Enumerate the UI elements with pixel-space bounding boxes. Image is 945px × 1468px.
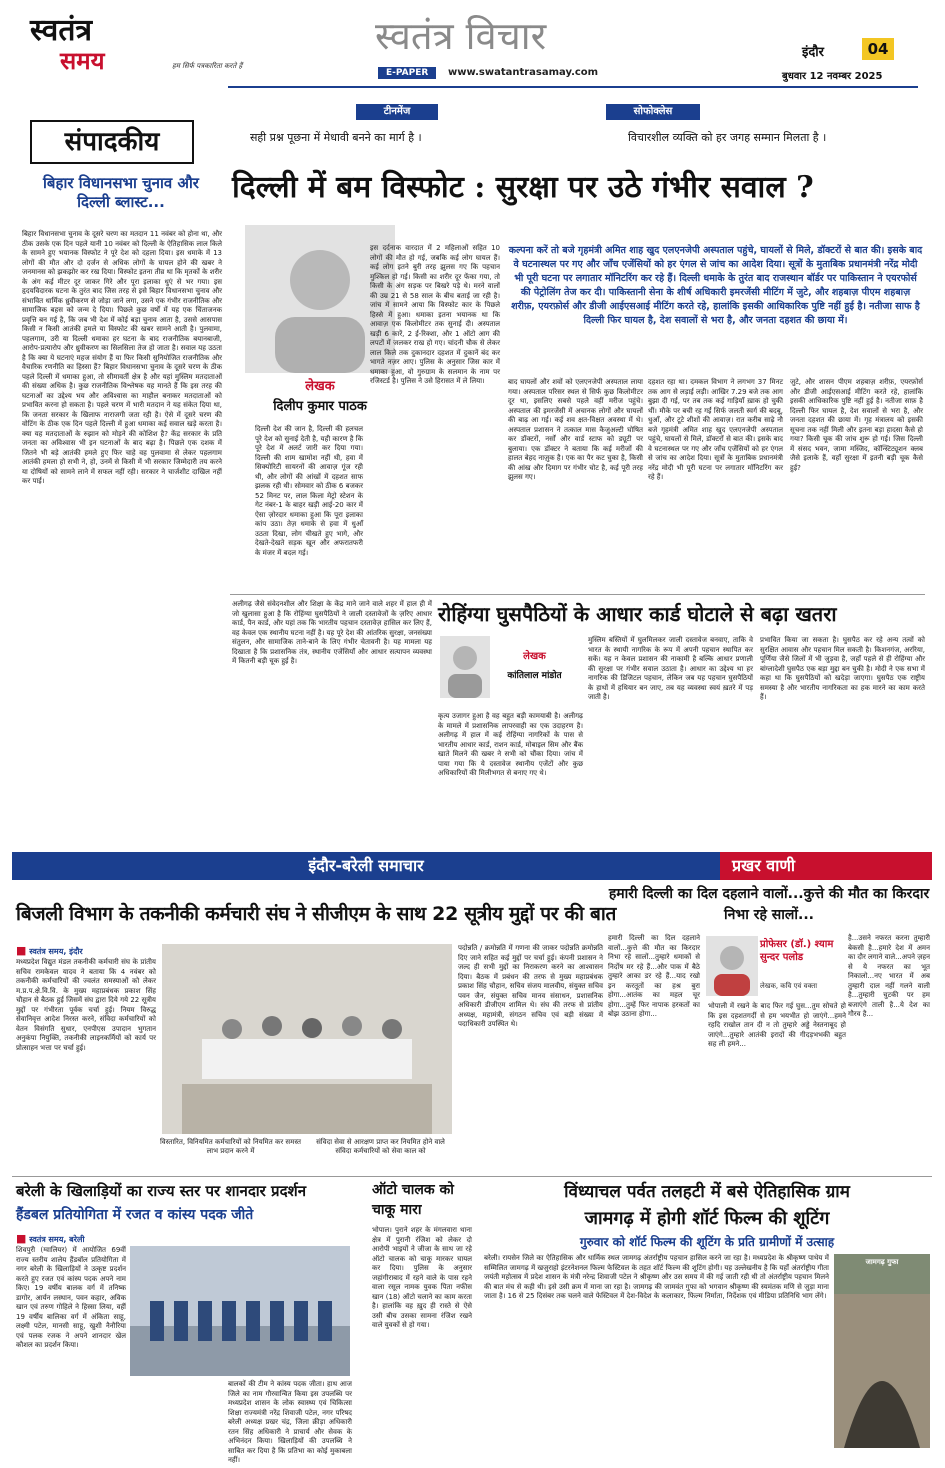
section-bar bbox=[12, 852, 720, 880]
indore-headline: बिजली विभाग के तकनीकी कर्मचारी संघ ने सीजीएम के साथ 22 सूत्रीय मुद्दों पर की बात bbox=[16, 903, 617, 925]
prakhar-col3: है...उसने नफरत करना तुम्हारी बेकसी है...हमारे देश में अमन का दौर लगाने वाले...अपने ज़हन से ये नफरत का भूत निकालो...नए भारत में अब तुम्हारी दाल नहीं गलने वाली है...तुम्हारी चुटकी पर हम बजाएंगे ताली है...ये देश का गौरव है... bbox=[848, 934, 930, 1018]
person-icon bbox=[440, 636, 490, 698]
lead-col1: दिल्ली देश की जान है, दिल्ली की हलचल पूरे देश को सुनाई देती है, यही कारण है कि पूरे देश में अलर्ट जारी कर दिया गया। दिल्ली की शाम खामोश नहीं थी, हवा में सिक्योरिटी सायरनों की आवाज़ गूंज रही थी, और लोगों की आंखों में दहशत साफ झलक रही थी। सोमवार को ठीक 6 बजकर 52 मिनट पर, लाल किला मेट्रो स्टेशन के गेट नंबर-1 के बाहर खड़ी आई-20 कार में ऐसा ज़ोरदार धमाका हुआ कि पूरा इलाका कांप उठा। तेज़ धमाके से हवा में धुआँ उठता दिखा, लोग चीखते हुए भागे, और देखते-देखते सड़क खून और अफरातफरी के मंजर में बदल गई। bbox=[255, 425, 363, 557]
lead-col3: बाद घायलों और शवों को एलएनजेपी अस्पताल लाया गया। अस्पताल परिसर स्थल से सिर्फ कुछ किलोमीटर दूर था, इसलिए सबसे पहले वहीं मरीज पहुंचे। अस्पताल की इमरजेंसी में अचानक लोगों और घायलों की बाढ़ आ गई। कई शव क्षत-विक्षत अवस्था में थे। अस्पताल प्रशासन ने तत्काल मास कैजुअल्टी घोषित कर डॉक्टरों, नर्सों और वार्ड स्टाफ को ड्यूटी पर बुलाया। एक डॉक्टर ने बताया कि कई मरीजों की हालत बेहद नाज़ुक है। एक का पैर कट चुका है, किसी की आंख और दिमाग पर गंभीर चोट है, कई पूरी तरह झुलस गए। bbox=[508, 378, 643, 481]
prakhar-col2: भोपाली में रखने के बाद फिर गई घुस...तुम सोचते हो कि इस दहशतगर्दी से हम भयभीत हो जाएंगे...हमने रहदि राखोल तान दी न तो तुम्हारे अड्डे नेस्तनाबूद हो जाएंगे...तुम्हारे आतंकी इरादों की गीदड़भभकी बहुत सह ली हमने... bbox=[708, 1002, 846, 1048]
auto-headline: ऑटो चालक को चाकू मारा bbox=[372, 1182, 454, 1218]
team-photo-icon bbox=[130, 1246, 350, 1376]
indore-body2: पदोन्नति / क्रमोन्नति में गणना की जाकर पदोन्नति क्रमोन्नति दिए जाने सहित कई मुद्दों पर चर्चा हुई। कंपनी प्रशासन ने जल्द ही सभी मुद्दों का निराकरण करने का आश्वासन दिया। बैठक में प्रबंधन की तरफ से मुख्य महाप्रबंधक प्रकाश सिंह चौहान, सचिव संजय मालवीय, संयुक्त सचिव पवन जैन, संयुक्त सचिव मानव संसाधन, प्रशासनिक अधिकारी डीजीएम शामिल थे। संघ की तरफ से प्रांतीय अध्यक्ष, महामंत्री, संगठन सचिव एवं बड़ी संख्या में पदाधिकारी उपस्थित थे। bbox=[458, 944, 603, 1028]
lead-col2: इस दर्दनाक वारदात में 2 महिलाओं सहित 10 लोगों की मौत हो गई, जबकि कई लोग घायल हैं। कई लोग इतने बुरी तरह झुलस गए कि पहचान मुश्किल हो गई। किसी का शरीर दूर फेंका गया, तो किसी के अंग सड़क पर बिखरे पड़े थे। मरने वालों की उम्र 21 से 58 साल के बीच बताई जा रही है। जांच में सामने आया कि विस्फोट कार के पिछले हिस्से में हुआ। धमाका इतना भयानक था कि आवाज़ एक किलोमीटर तक सुनाई दी। अस्पताल खड़ी 6 कारें, 2 ई-रिक्शा, और 1 ऑटो आग की लपटों में जलकर राख हो गए। चांदनी चौक से लेकर लाल किले तक दुकानदार दहशत में दुकानें बंद कर भागते नज़र आए। पुलिस के अनुसार जिस कार में धमाका हुआ, वो गुरुग्राम के सलमान के नाम पर रजिस्टर्ड है। पुलिस ने उसे हिरासत में ले लिया। bbox=[370, 244, 500, 385]
author-label: लेखक bbox=[305, 379, 335, 394]
lead-intro: कल्पना करें तो बजे गृहमंत्री अमित शाह खुद एलएनजेपी अस्पताल पहुंचे, घायलों से मिले, डॉक्टरों से बात की। इसके बाद वे घटनास्थल पर गए और जाँच एजेंसियों को हर एंगल से जांच का आदेश दिया। सूत्रों के मुताबिक प्रधानमंत्री नरेंद्र मोदी भी पूरी घटना पर लगातार मॉनिटरिंग कर रहे हैं। दिल्ली धमाके के तुरंत बाद राजस्थान बॉर्डर पर पाकिस्तान ने एयरफोर्स की पेट्रोलिंग तेज कर दी। पाकिस्तानी सेना के शीर्ष अधिकारी इमरजेंसी मीटिंग में जुटे, और शहबाज़ पीएम शहबाज़ शरीफ़, एयरफ़ोर्स और डीजी आईएसआई मीटिंग करते रहे, हालांकि इसकी आधिकारिक पुष्टि नहीं हुई है। नतीजा साफ है दिल्ली फिर घायल है, देश सवालों से भरा है, और जनता दहशत की छाया में। bbox=[508, 245, 923, 326]
page-number: 04 bbox=[862, 38, 894, 60]
city-label: इंदौर bbox=[802, 45, 824, 60]
indore-body1: मध्यप्रदेश विद्युत मंडल तकनीकी कर्मचारी संघ के प्रांतीय सचिव रामकेवल यादव ने बताया कि 4 नवंबर को तकनीकी कर्मचारियों की ज्वलंत समस्याओं को लेकर म.प्र.प.क्षे.वि.वि. के मुख्य महाप्रबंधक प्रकाश सिंह चौहान से बैठक हुई जिसमें संघ द्वारा दिये गये 22 सूत्रीय मुद्दों पर गंभीरता पूर्वक चर्चा हुई। नियम विरुद्ध सेवानिवृत्त आदेश निरस्त करने, संविदा कर्मचारियों को वेतन विसंगति सुधार, एनपीएस उपादान भुगतान अनुकंपा नियुक्ति, तकनीकी लाइनकर्मियों को कार्य पर प्रोत्साहन भत्ता पर चर्चा हुई। bbox=[16, 958, 156, 1052]
quote-right bbox=[600, 100, 920, 155]
bullet-icon: ■ bbox=[16, 944, 27, 957]
bullet-icon: ■ bbox=[16, 1232, 27, 1245]
person-icon bbox=[706, 936, 758, 996]
editorial-label: संपादकीय bbox=[30, 120, 194, 164]
quote-left-label: टीनमेंज bbox=[356, 104, 438, 120]
masthead bbox=[0, 0, 945, 95]
byline-text: स्वतंत्र समय, बरेली bbox=[29, 1235, 85, 1244]
author-label: लेखक bbox=[523, 651, 546, 662]
photo-caption: विस्तारित, विनियमित कर्मचारियों को नियमित कर समस्त लाभ प्रदान करने में bbox=[159, 1138, 302, 1155]
indore-byline bbox=[16, 944, 83, 957]
author-role: लेखक, कवि एवं वक्ता bbox=[760, 982, 818, 990]
quote-right-text: विचारशील व्यक्ति को हर जगह सम्मान मिलता है । bbox=[628, 131, 827, 144]
date-label: बुधवार 12 नवम्बर 2025 bbox=[782, 71, 883, 82]
bareli-body2: बालकों की टीम ने कांस्य पदक जीता। हाथ आज जिले का नाम गौरवान्वित किया इस उपलब्धि पर मध्यप्रदेश शासन के लोक स्वास्थ्य एवं चिकित्सा शिक्षा राज्यमंत्री नरेंद्र शिवाजी पटेल, नगर परिषद बरेली अध्यक्ष प्रखर चंद्र, जिला क्रीड़ा अधिकारी रतन सिंह अधिकारी ने प्राचार्य और सेवक के अभिनंदन किया। खिलाड़ियों की उपलब्धि ने साबित कर दिया है कि प्रतिभा का कोई मुकाबला नहीं। bbox=[228, 1380, 352, 1464]
logo-line2: समय bbox=[60, 46, 105, 75]
prakhar-headline: हमारी दिल्ली का दिल दहलाने वालों...कुत्ते की मौत का किरदार निभा रहे सालों... bbox=[608, 886, 930, 923]
author-name: दिलीप कुमार पाठक bbox=[273, 399, 367, 414]
cave-photo bbox=[834, 1254, 930, 1448]
team-photo bbox=[130, 1246, 350, 1376]
lead-col5: जुटे, और शासन पीएम शहबाज़ शरीफ़, एयरफ़ोर्स और डीजी आईएसआई मीटिंग करते रहे, हालांकि इसकी आधिकारिक पुष्टि नहीं हुई है। नतीजा साफ़ है दिल्ली फिर घायल है, देश सवालों से भरा है, और जनता दहशत की छाया में। गृह मंत्रालय को इसकी सूचना तक नहीं मिली और इतना बड़ा हादसा कैसे हो गया? किसी चूक की जांच शुरू हो गई। जिस दिल्ली में संसद भवन, जामा मस्जिद, कॉन्स्टिट्यूशन क्लब जैसे इलाके हैं, वहाँ सुरक्षा में इतनी बड़ी चूक कैसे हुई? bbox=[790, 378, 923, 472]
website-link[interactable]: www.swatantrasamay.com bbox=[448, 67, 599, 78]
auto-body: भोपाल। पुराने शहर के मंगलवारा थाना क्षेत्र में पुरानी रंजिश को लेकर दो आरोपी भाइयों ने जीजा के साथ जा रहे ऑटो चालक को चाकू मारकर घायल कर दिया। पुलिस के अनुसार जहांगीराबाद में रहने वाले के पास रहने वाला रसूल नामक युवक पिता नफीस खान (18) ऑटो चलाने का काम करता है। हालांकि वह ख़ुद ही रास्ते से ऐसे उसी बीच उसका सामना रंजिश रखने वाले युवकों से हो गया। bbox=[372, 1226, 472, 1329]
rohingya-col1: अलीगढ़ जैसे संवेदनशील और शिक्षा के केंद्र माने जाने वाले शहर में हाल ही में जो खुलासा हुआ है कि रोहिंग्या घुसपैठियों ने जाली दस्तावेजों के ज़रिए आधार कार्ड, पैन कार्ड, और यहां तक कि भारतीय पहचान दस्तावेज़ हासिल कर लिए हैं, वह केवल एक स्थानीय घटना नहीं है। यह पूरे देश की आंतरिक सुरक्षा, जनसंख्या संतुलन, और सामाजिक ताने-बाने के लिए गंभीर चेतावनी है। यह मामला यह दिखाता है कि प्रशासनिक तंत्र, स्थानीय एजेंसियाँ और आधार सत्यापन व्यवस्था में कितनी बड़ी चूक हुई है। bbox=[232, 600, 432, 665]
section-label: इंदौर-बरेली समाचार bbox=[308, 856, 424, 875]
vindhyachal-headline-2: जामगढ़ में होगी शॉर्ट फिल्म की शूटिंग bbox=[584, 1208, 830, 1229]
author-photo bbox=[706, 936, 758, 996]
lead-col4: दहशत रहा था। दमकल विभाग ने लगभग 37 मिनट तक आग से लड़ाई लड़ी। आखिर 7.29 बजे तक आग बुझा दी गई, पर तब तक कई गाड़ियाँ ख़ाक हो चुकी थीं। मौके पर बची रह गईं सिर्फ जलती स्वर्ग की बदबू, धुआँ, और टूटे शीशों की आवाज़। रात करीब साढ़े नौ बजे गृहमंत्री अमित शाह खुद एलएनजेपी अस्पताल पहुंचे, घायलों से मिले, डॉक्टरों से बात की। इसके बाद वे घटनास्थल पर गए और जाँच एजेंसियों को हर एंगल से जांच का आदेश दिया। सूत्रों के मुताबिक प्रधानमंत्री नरेंद्र मोदी भी पूरी घटना पर लगातार मॉनिटरिंग कर रहे हैं। bbox=[648, 378, 783, 481]
rohingya-col2: कृत्य उजागर हुआ है वह बहुत बड़ी कामयाबी है। अलीगढ़ के मामले में प्रशासनिक लापरवाही का एक उदाहरण है। अलीगढ़ में हाल में कई रोहिंग्या नागरिकों के पास से भारतीय आधार कार्ड, राशन कार्ड, मोबाइल सिम और बैंक खाते मिलने की खबर ने सभी को चौंका दिया। जांच में पाया गया कि ये दस्तावेज स्थानीय एजेंटों और कुछ अधिकारियों की मिलीभगत से बनाए गए थे। bbox=[438, 712, 583, 777]
divider bbox=[12, 1176, 932, 1177]
meeting-photo-icon bbox=[162, 944, 452, 1134]
prakhar-bar bbox=[720, 852, 932, 880]
logo-line1: स्वतंत्र bbox=[30, 13, 93, 48]
bareli-subhead: हैंडबल प्रतियोगिता में रजत व कांस्य पदक जीते bbox=[16, 1207, 254, 1223]
lead-headline: दिल्ली में बम विस्फोट : सुरक्षा पर उठे गंभीर सवाल ? bbox=[232, 170, 814, 205]
quote-left bbox=[230, 100, 560, 155]
rohingya-headline: रोहिंग्या घुसपैठियों के आधार कार्ड घोटाले से बढ़ा खतरा bbox=[438, 602, 837, 626]
quote-left-text: सही प्रश्न पूछना में मेधावी बनने का मार्ग है । bbox=[250, 131, 422, 144]
author-photo bbox=[440, 636, 490, 698]
editorial bbox=[22, 118, 222, 858]
rohingya-col4: प्रभावित किया जा सकता है। घुसपैठ कर रहे अन्य तत्वों को सुरक्षित आवास और पहचान मिल सकती है। किशनगंज, अररिया, पूर्णिया जैसे जिलों में भी जुड़वा है, जहाँ पहले से ही रोहिंग्या और बांग्लादेशी घुसपैठ एक बड़ा मुद्दा बन चुकी है। मोदी ने एक सभा में कहा था कि घुसपैठियों को खदेड़ा जाएगा। घुसपैठ एक राष्ट्रीय समस्या है और भारतीय नागरिकता का हक मारने का काम करते हैं। bbox=[760, 636, 925, 701]
page-title: स्वतंत्र विचार bbox=[375, 14, 547, 58]
author-name: कांतिलाल मांडोत bbox=[507, 671, 562, 681]
logo[interactable] bbox=[30, 14, 140, 94]
vindhyachal-subhead: गुरुवार को शॉर्ट फिल्म की शूटिंग के प्रति ग्रामीणों में उत्साह bbox=[579, 1235, 835, 1249]
epaper-badge: E-PAPER bbox=[378, 67, 436, 79]
divider bbox=[228, 86, 918, 88]
photo-label: जामगढ़ गुफा bbox=[865, 1258, 899, 1266]
tagline: हम सिर्फ पत्रकारिता करते हैं bbox=[172, 62, 243, 70]
divider bbox=[230, 594, 925, 595]
prakhar-label: प्रखर वाणी bbox=[732, 856, 796, 875]
bareli-byline bbox=[16, 1232, 85, 1245]
vindhyachal-headline-1: विंध्याचल पर्वत तलहटी में बसे ऐतिहासिक ग्राम bbox=[564, 1182, 850, 1202]
vindhyachal-body: बरेली। रायसेन जिले का ऐतिहासिक और धार्मिक स्थल जामगढ़ अंतर्राष्ट्रीय पहचान हासिल करने जा रहा है। मध्यप्रदेश के श्रीकृष्ण पाथेय में सम्मिलित जामगढ़ में खजुराहो इंटरनेशनल फिल्म फेस्टिवल के तहत शॉर्ट फिल्म की शूटिंग होगी। यह उल्लेखनीय है कि यहाँ अंतर्राष्ट्रीय गीता जयंती महोत्सव में प्रदेश शासन के मंत्री नरेन्द्र शिवाजी पटेल ने श्रीकृष्ण और उस समय में की गई जाती रही थी तो अंतर्राष्ट्रीय पहचान मिलने की बात मंच से कही थी। इसे उसी क्रम में माना जा रहा है। जामगढ़ की जामवंत गुफा को भगवान श्रीकृष्ण की स्यमंतक मणि से जुड़ा माना जाता है। 16 से 25 दिसंबर तक चलने वाले फेस्टिवल में देश-विदेश के कलाकार, फिल्म निर्माता, निर्देशक एवं मीडिया प्रतिनिधि भाग लेंगे। bbox=[484, 1254, 829, 1300]
bareli-headline: बरेली के खिलाड़ियों का राज्य स्तर पर शानदार प्रदर्शन bbox=[16, 1182, 307, 1200]
editorial-headline: बिहार विधानसभा चुनाव और दिल्ली ब्लास्ट... bbox=[43, 174, 199, 211]
cave-photo-icon bbox=[834, 1254, 930, 1448]
prakhar-col1: हमारी दिल्ली का दिल दहलाने वालों...कुत्ते की मौत का किरदार निभा रहे सालों...तुम्हारे धमाकों से निर्दोष मर रहे हैं...और पाक में बैठे तुम्हारे आका डर रहे हैं...याद रखो इन करतूतों का हश्र बुरा होगा...आतंक का महल चूर होगा...तुम्हें फिर नापाक हरकतों का बोझ उठाना होगा... bbox=[608, 934, 700, 1018]
byline-text: स्वतंत्र समय, इंदौर bbox=[29, 947, 83, 956]
author-name: प्रोफेसर (डॉ.) श्याम सुन्दर पलोड bbox=[760, 939, 834, 963]
photo-caption: संविदा सेवा से आरक्षण प्राप्त कर नियमित होने वाले संविदा कर्मचारियों को सेवा काल को bbox=[316, 1138, 445, 1155]
bareli-body1: शिवपुरी (ग्वालियर) में आयोजित 69वीं राज्य स्तरीय शालेय हैंडबॉल प्रतियोगिता में नगर बरेली के खिलाड़ियों ने उत्कृष्ट प्रदर्शन करते हुए रजत एवं कांस्य पदक अपने नाम किए। 19 वर्षीय बालक वर्ग में तनिष्क डागोर, आर्यन लस्थान, पवन कहार, अविक खान एवं तरुण गोहिले ने हिस्सा लिया, वहीं 19 वर्षीय बालिका वर्ग में अंकिता साहू, लक्ष्मी पटेल, मानसी साहू, खुशी नैनौरिया एवं पलक रजक ने अपने शानदार खेल कौशल का प्रदर्शन किया। bbox=[16, 1246, 126, 1349]
rohingya-col3: मुस्लिम बस्तियों में घुलमिलकर जाली दस्तावेज बनवाए, ताकि वे भारत के स्थायी नागरिक के रूप में अपनी पहचान स्थापित कर सकें। यह न केवल प्रशासन की नाकामी है बल्कि आधार प्रणाली की सुरक्षा पर गंभीर सवाल उठाता है। आधार का उद्देश्य था हर नागरिक की डिजिटल पहचान, लेकिन जब यह पहचान घुसपैठियों के हाथों में हथियार बन जाए, तब यह व्यवस्था स्वयं ख़तरे में पड़ जाती है। bbox=[588, 636, 753, 701]
quote-right-label: सोफोक्लेस bbox=[606, 104, 700, 120]
editorial-body: बिहार विधानसभा चुनाव के दूसरे चरण का मतदान 11 नवंबर को होना था, और ठीक उसके एक दिन पहले यानी 10 नवंबर को दिल्ली के ऐतिहासिक लाल किले के सामने हुए भयानक विस्फोट ने पूरे देश को दहला दिया। इस धमाके में 13 लोगों की मौत और दो दर्जन से अधिक लोगों के घायल होने की खबर ने जनमानस को झकझोर कर रख दिया। विस्फोट इतना तीव्र था कि मृतकों के शरीर के अंग कई मीटर दूर जाकर गिरे और पूरा इलाका धुएं से भर गया। इस हृदयविदारक घटना के तुरंत बाद जिस तरह से इसे बिहार विधानसभा चुनाव और संभावित धार्मिक ध्रुवीकरण से जोड़ा जाने लगा, उसने एक गंभीर राजनीतिक और सामाजिक बहस को जन्म दे दिया। पिछले कुछ वर्षों में यह एक चिंताजनक प्रवृत्ति बन गई है, कि जब भी देश में कोई बड़ा चुनाव आता है, उससे आसपास किसी न किसी आतंकी हमले या विस्फोट की खबर सामने आती है। पुलवामा, पहलगाम, उरी या दिल्ली धमाका हर घटना के बाद राजनीतिक बयानबाजी, आरोप-प्रत्यारोप और ध्रुवीकरण का सिलसिला तेज हो जाता है। सवाल यह उठता है कि क्या ये घटनाएं महज संयोग हैं या फिर किसी सुनियोजित राजनीतिक और वैचारिक रणनीति का हिस्सा हैं? बिहार विधानसभा चुनाव के दूसरे चरण के ठीक पहले दिल्ली में धमाका हुआ, तो सीमावर्ती क्षेत्र है और यहां मुस्लिम मतदाताओं की संख्या अधिक है। कुछ राजनीतिक विश्लेषक यह मानते हैं कि इस तरह की घटनाओं का उद्देश्य भय और अविश्वास का माहौल बनाकर मतदाताओं को प्रभावित करना हो सकता है। पहले चरण में भारी मतदान ने यह संकेत दिया था, कि जनता सरकार के खिलाफ नाराजगी जता रही है। ऐसे में दूसरे चरण की वोटिंग के ठीक एक दिन पहले दिल्ली में हुआ धमाका कई सवाल खड़े करता है। क्या यह मतदाताओं के रुझान को मोड़ने की कोशिश है? केंद्र सरकार के प्रति जनता का अविश्वास भी इन घटनाओं के बाद बढ़ा है। पिछले एक दशक में जितने भी बड़े आतंकी हमले हुए फिर चाहे वह पुलवामा से लेकर पहलगाम आतंकी हमला हो सभी ने, हो, उनमें से किसी में भी सरकार जिम्मेदारी तय करने या दोषियों को सामने लाने में सफल नहीं रही। सरकार ने चार्जशीट दाखिल नहीं कर पाई। bbox=[22, 230, 222, 485]
meeting-photo bbox=[162, 944, 452, 1134]
